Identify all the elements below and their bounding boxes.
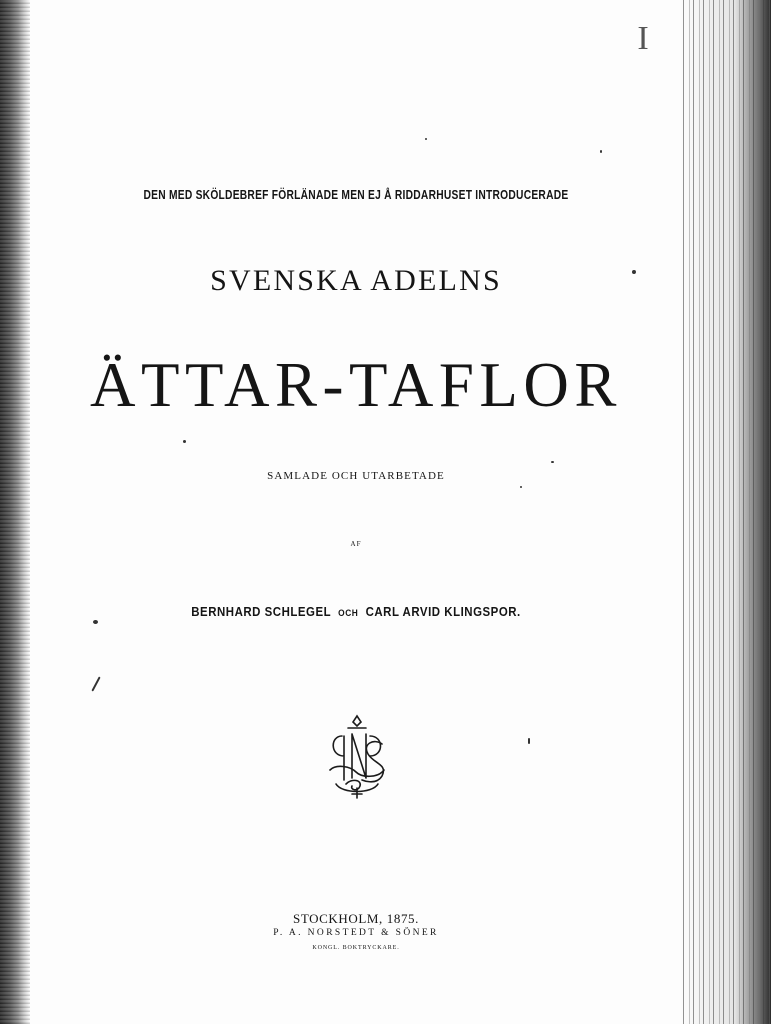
publisher-monogram-icon [322, 714, 392, 804]
scan-speck [528, 738, 530, 744]
scan-left-edge-shadow [0, 0, 30, 1024]
page-number-mark: I [637, 20, 649, 57]
title-line-2: ÄTTAR-TAFLOR [90, 350, 622, 420]
subtitle: DEN MED SKÖLDEBREF FÖRLÄNADE MEN EJ Å RIDDARHUSET INTRODUCERADE [143, 188, 569, 202]
authors-line [43, 604, 670, 619]
scan-speck [600, 150, 602, 153]
imprint-city-year: STOCKHOLM, 1875. [292, 911, 419, 926]
scan-speck [551, 461, 554, 463]
by-text: AF [350, 540, 362, 548]
scan-right-edge-pages [680, 0, 771, 1024]
collected-text: SAMLADE OCH UTARBETADE [267, 470, 445, 482]
scan-speck [520, 486, 522, 488]
scan-speck [183, 440, 186, 443]
scan-speck [93, 620, 98, 624]
title-line-1: SVENSKA ADELNS [210, 264, 502, 297]
author-second: CARL ARVID KLINGSPOR. [365, 604, 521, 619]
scan-speck [425, 138, 427, 140]
author-conjunction: OCH [338, 608, 359, 619]
imprint-printer: KONGL. BOKTRYCKARE. [312, 945, 400, 951]
imprint-publisher: P. A. NORSTEDT & SÖNER [273, 928, 439, 938]
scan-speck [91, 676, 100, 691]
author-first: BERNHARD SCHLEGEL [191, 604, 331, 619]
